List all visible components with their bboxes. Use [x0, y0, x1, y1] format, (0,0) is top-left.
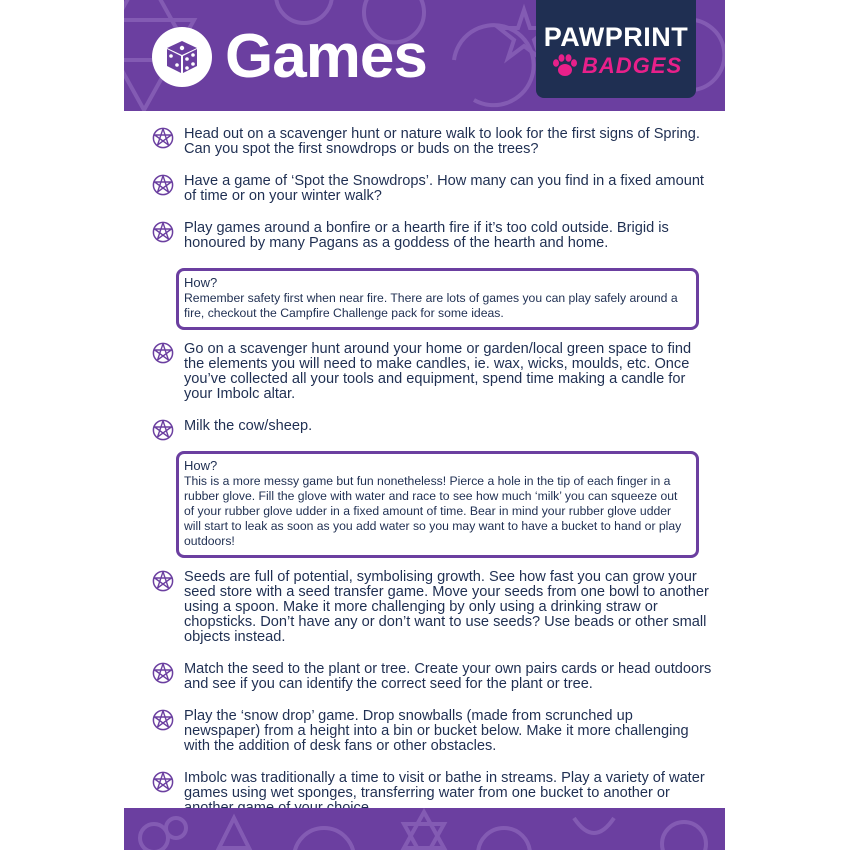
- pentacle-icon: [152, 771, 174, 793]
- item-text: Go on a scavenger hunt around your home or garden/local green space to find the elements you will need to make candles, ie. wax, wicks, moulds, etc. Once you’ve collected all your tools and equipment, spend time making a candle for your Imbolc altar.: [184, 341, 692, 402]
- item-text: Milk the cow/sheep.: [184, 418, 313, 434]
- how-label: How?: [184, 275, 218, 290]
- brand-badges-text: BADGES: [582, 53, 683, 78]
- paw-print-icon: [552, 54, 578, 78]
- brand-name: PAWPRINT: [543, 22, 689, 52]
- pentacle-icon: [152, 127, 174, 149]
- pentacle-icon: [152, 419, 174, 441]
- pentacle-icon: [152, 221, 174, 243]
- footer-banner: [124, 808, 725, 850]
- list-item: [152, 709, 712, 754]
- pentacle-icon: [152, 174, 174, 196]
- item-text: Have a game of ‘Spot the Snowdrops’. How many can you find in a fixed amount of time or on your winter walk?: [184, 173, 704, 204]
- list-item: [152, 570, 712, 645]
- pentacle-icon: [152, 709, 174, 731]
- item-text: Play the ‘snow drop’ game. Drop snowballs (made from scrunched up newspaper) from a height into a bin or bucket below. Make it more challenging with the addition of desk fans or other obstacles.: [184, 708, 689, 754]
- item-text: Imbolc was traditionally a time to visit or bathe in streams. Play a variety of water games using wet sponges, transferring water from one bucket to another or: [184, 770, 705, 801]
- decorative-symbols: [124, 808, 725, 850]
- item-text: Play games around a bonfire or a hearth fire if it’s too cold outside. Brigid is honoured by many Pagans as a goddess of the hearth and home.: [184, 220, 669, 251]
- page: [124, 0, 725, 850]
- how-text: This is a more messy game but fun nonetheless! Pierce a hole in the tip of each finger in a rubber glove. Fill the glove with water and race to see how much ‘milk’ you can squeeze out of your rubber glove udder in a fixed amount of time. Bear in mind your rubber glove udder will start to leak as soon as you add water so you may want to have a bucket to hand or play outdoors!: [184, 474, 682, 548]
- item-text: Seeds are full of potential, symbolising growth. See how fast you can grow your seed store with a seed transfer game. Move your seeds from one bowl to another using a spoon. Make it more challenging by only using a drinking straw or chopsticks. Don’t have any or don’t want to use seeds? Use beads or other small objects instead.: [184, 569, 709, 645]
- list-item: [152, 342, 712, 402]
- dice-icon: [164, 39, 200, 75]
- list-item: [152, 221, 712, 251]
- dice-badge: [152, 27, 212, 87]
- header-banner: [124, 0, 725, 111]
- list-item: [152, 127, 712, 157]
- item-text: Head out on a scavenger hunt or nature walk to look for the first signs of Spring. Can you spot the first snowdrops or buds on the trees?: [184, 126, 700, 157]
- brand-subline: [552, 52, 682, 80]
- list-item: [152, 419, 712, 434]
- brand-logo: [536, 0, 696, 98]
- pentacle-icon: [152, 342, 174, 364]
- list-item: [152, 174, 712, 204]
- how-box-fire: [176, 268, 699, 330]
- page-title: Games: [225, 22, 427, 91]
- item-text: Match the seed to the plant or tree. Create your own pairs cards or head outdoors and see if you can identify the correct seed for the plant or tree.: [184, 661, 712, 692]
- content: [152, 127, 712, 833]
- pentacle-icon: [152, 570, 174, 592]
- how-text: Remember safety first when near fire. There are lots of games you can play safely around a fire, checkout the Campfire Challenge pack for some ideas.: [184, 291, 678, 320]
- list-item: [152, 662, 712, 692]
- pentacle-icon: [152, 662, 174, 684]
- how-box-milk: [176, 451, 699, 558]
- how-label: How?: [184, 458, 218, 473]
